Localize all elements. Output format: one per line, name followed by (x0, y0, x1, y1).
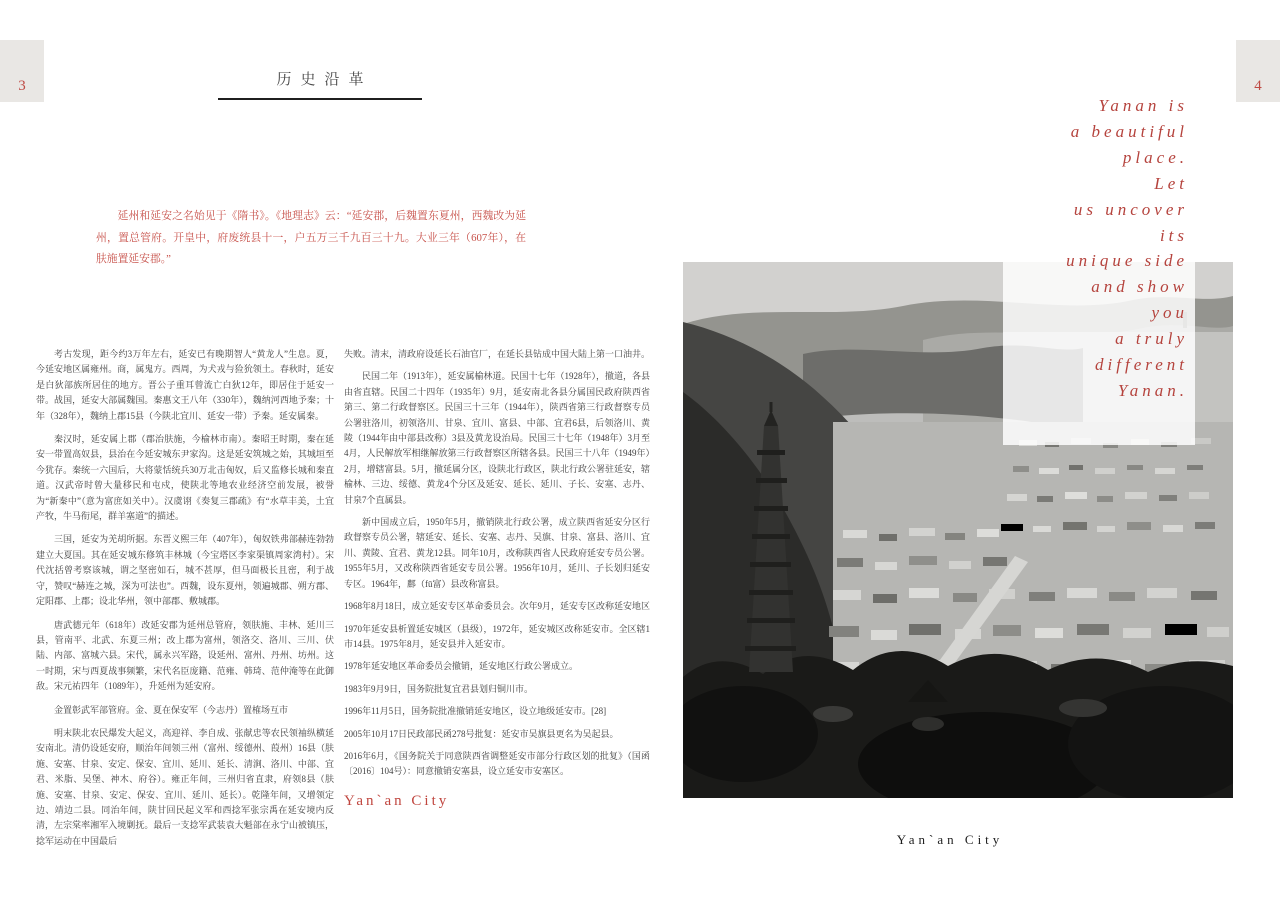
pull-quote-line: a truly (1115, 329, 1188, 349)
pull-quote-line: its (1159, 225, 1188, 245)
chapter-header (218, 68, 422, 100)
paragraph: 新中国成立后，1950年5月，撤销陕北行政公署，成立陕西省延安分区行政督察专员公署，辖延安、延长、安塞、志丹、吴旗、甘泉、富县、洛川、宜川、黄陵、宜君、黄龙12县。同年10月，改称陕西省人民政府延安专员公署。1955年5月，又改称陕西省延安专员公署。1956年10月，延川、子长划归延安专区。1964年，鄜（fū富）县改称富县。 (344, 517, 651, 589)
paragraph: 失败。清末，清政府设延长石油官厂，在延长县钻成中国大陆上第一口油井。 (344, 349, 651, 359)
pull-quote-line: Let (1154, 173, 1188, 193)
paragraph: 三国，延安为羌胡所据。东晋义熙三年（407年），匈奴铁弗部赫连勃勃建立大夏国。其在延安城东修筑丰林城（今宝塔区李家渠镇周家湾村）。宋代沈括曾考察该城，谓之坚密如石，城不甚厚，但马面极长且密，利于战守，赞叹“赫连之城，深为可法也”。西魏，设东夏州，领遍城郡、朔方郡、定阳郡、上郡；设北华州，领中部郡、敷城郡。 (36, 534, 334, 607)
paragraph: 唐武德元年（618年）改延安郡为延州总管府，领肤施、丰林、延川三县，管南平、北武、东夏三州；改上郡为富州，领洛交、洛川、三川、伏陆、内部、富城六县。宋代，属永兴军路，设延州、富州、丹州、坊州。这一时期，宋与西夏战事频繁，宋代名臣庞籍、范雍、韩琦、范仲淹等在此御敌。宋元祐四年（1089年），升延州为延安府。 (36, 619, 334, 692)
paragraph: 考古发现，距今约3万年左右，延安已有晚期智人“黄龙人”生息。夏，今延安地区属雍州。商，属鬼方。西周，为犬戎与猃狁领土。春秋时，延安是白狄部族所居住的地方。晋公子重耳曾流亡白狄12年，即居住于延安一带。战国，延安大部属魏国。秦惠文王八年（330年），魏纳河西地予秦；十年（328年），魏纳上郡15县（今陕北宜川、延安一带）予秦。延安属秦。 (36, 349, 334, 421)
paragraph: 1968年8月18日，成立延安专区革命委员会。次年9月，延安专区改称延安地区 (344, 601, 651, 612)
paragraph: 1996年11月5日，国务院批准撤销延安地区，设立地级延安市。[28] (344, 706, 607, 717)
english-pull-quote (930, 93, 1188, 404)
paragraph: 2016年6月，《国务院关于同意陕西省调整延安市部分行政区划的批复》（国函〔2016〕104号）：同意撤销安塞县，设立延安市安塞区。 (344, 750, 650, 777)
chapter-title-rule (218, 98, 422, 100)
page-number-left-block (0, 40, 44, 102)
column-footer-label: Yan`an City (344, 792, 450, 809)
photo-caption: Yan`an City (896, 832, 1004, 847)
paragraph: 1978年延安地区革命委员会撤销，延安地区行政公署成立。 (344, 661, 579, 672)
paragraph: 2005年10月17日民政部民函278号批复：延安市吴旗县更名为吴起县。 (344, 728, 619, 739)
pull-quote-line: Yanan. (1117, 380, 1188, 400)
pull-quote-line: us uncover (1073, 199, 1188, 219)
chapter-title: 历史沿革 (276, 72, 373, 88)
pull-quote-line: place. (1122, 147, 1188, 167)
paragraph: 1970年延安县析置延安城区（县级），1972年，延安城区改称延安市。全区辖1市14县。1975年8月，延安县并入延安市。 (344, 623, 651, 649)
page-number-right-block (1236, 40, 1280, 102)
pull-quote-line: unique side (1066, 251, 1188, 271)
paragraph: 金置彰武军部管府。金、夏在保安军（今志丹）置榷场互市 (54, 704, 289, 715)
page-number-right: 4 (1254, 78, 1262, 94)
page-number-left: 3 (18, 78, 26, 94)
body-column-right (344, 347, 650, 809)
paragraph: 秦汉时，延安属上郡（郡治肤施，今榆林市南）。秦昭王时期，秦在延安一带置高奴县，县治在今延安城东尹家沟。这是延安筑城之始，其城垣至今犹存。秦统一六国后，大将蒙恬统兵30万北击匈奴，后又监修长城和秦直道。汉武帝时曾大量移民和屯戍，使陕北等地农业经济空前发展，被誉为“新秦中”（意为富庶如关中）。汉虞诩《奏复三郡疏》有“水草丰美，土宜产牧，牛马衔尾，群羊塞道”的描述。 (36, 434, 334, 522)
pull-quote-line: you (1151, 303, 1188, 323)
pull-quote-line: a beautiful (1070, 121, 1188, 141)
pull-quote-line: and show (1091, 277, 1188, 297)
paragraph: 民国二年（1913年），延安属榆林道。民国十七年（1928年），撤道，各县由省直辖。民国二十四年（1935年）9月，延安南北各县分属国民政府陕西省第三、第二行政督察区。民国三十三年（1944年），陕西省第三行政督察专员公署驻洛川，初领洛川、甘泉、宜川、富县、中部、宜君6县，后领洛川、黄陵（1944年由中部县改称）3县及黄龙设治局。民国三十七年（1948年）3月至4月，人民解放军相继解放第三行政督察区所辖各县。民国三十八年（1949年）2月，增辖富县。5月，撤延属分区，设陕北行政区，陕北行政公署驻延安，辖榆林、三边、绥德、黄龙4个分区及延安、延长、延川、子长、安塞、志丹、甘泉7个直属县。 (344, 371, 651, 505)
intro-quote: 延州和延安之名始见于《隋书》。《地理志》云：“延安郡，后魏置东夏州，西魏改为延州，置总管府。开皇中，府废统县十一，户五万三千九百三十九。大业三年（607年），在肤施置延安郡。” (96, 210, 526, 265)
paragraph: 1983年9月9日，国务院批复宜君县划归铜川市。 (344, 683, 534, 694)
pull-quote-line: Yanan is (1098, 96, 1188, 115)
paragraph: 明末陕北农民爆发大起义，高迎祥、李自成、张献忠等农民领袖纵横延安南北。清仍设延安府，顺治年间领三州（富州、绥德州、葭州）16县（肤施、安塞、甘泉、安定、保安、宜川、延川、延长、清涧、洛川、中部、宜君、米脂、吴堡、神木、府谷）。雍正年间，三州归省直隶，府领8县（肤施、安塞、甘泉、安定、保安、宜川、延川、延长）。乾隆年间，又增领定边、靖边二县。同治年间，陕甘回民起义军和西捻军张宗禹在延安境内反清，左宗棠率湘军入境剿抚。最后一支捻军武装袁大魁部在永宁山被镇压，捻军运动在中国最后 (36, 727, 334, 846)
body-column-left (36, 347, 334, 857)
pull-quote-line: different (1095, 355, 1188, 375)
